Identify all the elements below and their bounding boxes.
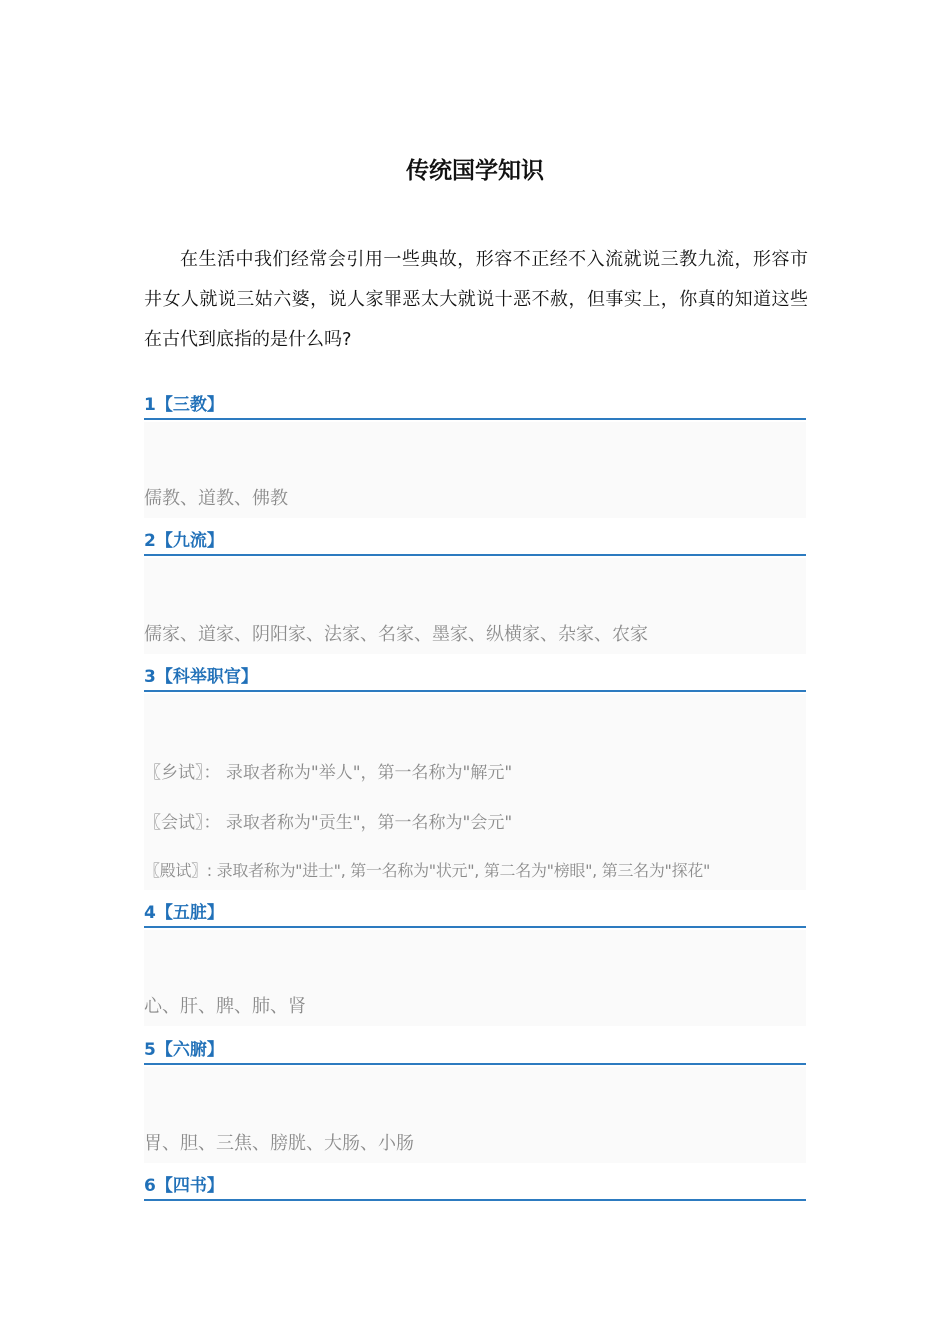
section-body-4 [144,930,806,1026]
section-body-1 [144,422,806,518]
section-heading-1 [144,394,806,420]
section-heading-4 [144,902,806,928]
section-text: 儒教、道教、佛教 [144,488,288,509]
section-text: 儒家、道家、阴阳家、法家、名家、墨家、纵横家、杂家、农家 [144,624,648,645]
exam-line-dianshi: 〖殿试〗: 录取者称为"进士", 第一名称为"状元", 第二名为"榜眼", 第三名为"探花" [144,861,711,880]
intro-paragraph: 在生活中我们经常会引用一些典故，形容不正经不入流就说三教九流，形容市井女人就说三姑六婆，说人家罪恶太大就说十恶不赦，但事实上，你真的知道这些在古代到底指的是什么吗? [144,249,808,350]
section-number: 3 [144,667,156,687]
section-heading-5 [144,1039,806,1065]
section-number: 2 [144,531,156,551]
section-heading-6 [144,1175,806,1201]
section-number: 4 [144,903,156,923]
section-number: 1 [144,395,156,415]
section-body-2 [144,558,806,654]
section-heading-2 [144,530,806,556]
section-number: 5 [144,1040,156,1060]
exam-line-huishi: 〖会试〗： 录取者称为"贡生"，第一名称为"会元" [144,813,513,833]
section-title: 【九流】 [155,531,224,551]
section-number: 6 [144,1176,156,1196]
section-text: 心、肝、脾、肺、肾 [144,996,306,1017]
section-body-5 [144,1067,806,1163]
section-title: 【科举职官】 [155,667,258,687]
section-title: 【四书】 [155,1176,224,1196]
exam-line-xiangshi: 〖乡试〗： 录取者称为"举人"，第一名称为"解元" [144,763,513,783]
section-title: 【三教】 [155,395,224,415]
section-body-3 [144,694,806,890]
page-title: 传统国学知识 [406,157,544,184]
section-heading-3 [144,666,806,692]
section-text: 胃、胆、三焦、膀胱、大肠、小肠 [144,1133,414,1154]
section-title: 【六腑】 [155,1040,224,1060]
section-title: 【五脏】 [155,903,224,923]
